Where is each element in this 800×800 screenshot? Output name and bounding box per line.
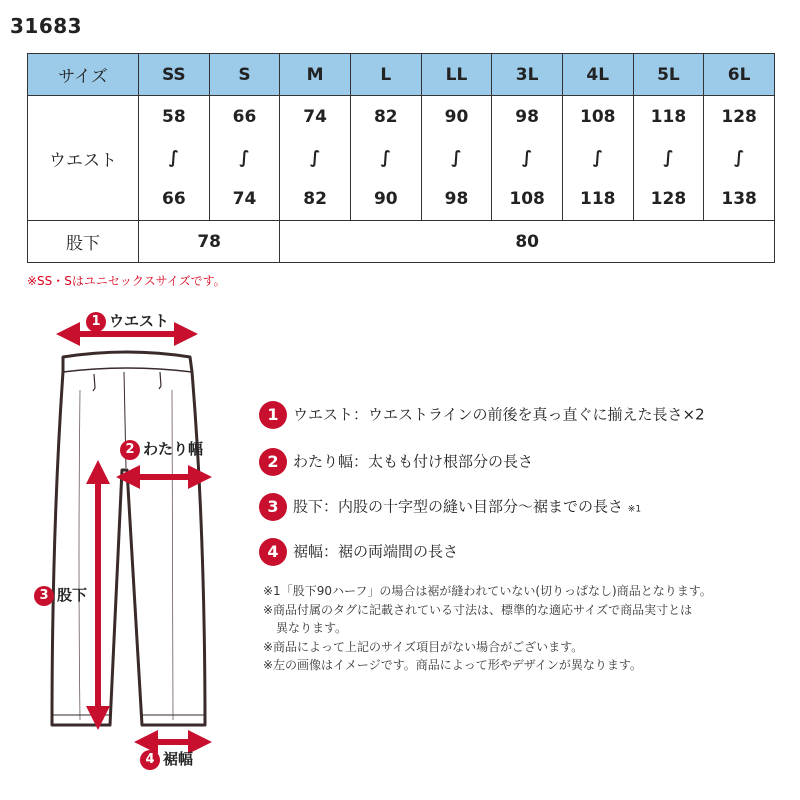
waist-min: 74: [303, 106, 327, 127]
number-badge: 4: [259, 538, 287, 566]
size-header-label: サイズ: [28, 54, 139, 96]
waist-min: 58: [161, 106, 186, 127]
notes-block: [263, 582, 783, 675]
range-mark: ∫: [309, 147, 321, 168]
waist-cell: [139, 96, 210, 221]
diagram-label-text: 裾幅: [163, 750, 194, 768]
diagram-label-text: 股下: [57, 586, 88, 604]
diagram-label-inseam: [34, 584, 87, 606]
size-table: [27, 53, 775, 263]
definition-item: [259, 401, 705, 429]
waist-label: ウエスト: [28, 96, 139, 221]
waist-cell: [704, 96, 775, 221]
waist-cell: [421, 96, 492, 221]
definition-text: 裾幅：裾の両端間の長さ: [293, 542, 459, 561]
waist-min: 98: [515, 106, 539, 127]
waist-max: 98: [444, 188, 469, 209]
diagram-label-text: ウエスト: [109, 312, 170, 330]
waist-cell: [633, 96, 704, 221]
size-col: 3L: [492, 54, 563, 96]
range-mark: ∫: [592, 147, 603, 168]
waist-max: 128: [650, 188, 687, 209]
waist-cell: [562, 96, 633, 221]
waist-cell: [209, 96, 280, 221]
range-mark: ∫: [733, 147, 745, 168]
inseam-row: [28, 221, 775, 263]
waist-cell: [492, 96, 563, 221]
inseam-value-b: 80: [280, 221, 775, 263]
diagram-label-waist: [86, 310, 169, 332]
waist-cell: [350, 96, 421, 221]
definition-text: 股下：内股の十字型の縫い目部分〜裾までの長さ: [293, 497, 624, 516]
size-col: L: [350, 54, 421, 96]
pants-diagram: [0, 300, 240, 780]
product-code: 31683: [10, 14, 83, 38]
number-badge: 1: [86, 312, 106, 332]
size-col: M: [280, 54, 351, 96]
waist-min: 66: [232, 106, 257, 127]
number-badge: 2: [120, 440, 140, 460]
definition-item: [259, 538, 458, 566]
diagram-label-text: わたり幅: [143, 440, 204, 458]
note-line: ※商品付属のタグに記載されている寸法は、標準的な適応サイズで商品実寸とは: [263, 602, 693, 617]
waist-max: 74: [232, 188, 257, 209]
size-col: LL: [421, 54, 492, 96]
size-col: 5L: [633, 54, 704, 96]
range-mark: ∫: [380, 147, 391, 168]
waist-min: 118: [650, 106, 687, 127]
unisex-note: ※SS・Sはユニセックスサイズです。: [27, 274, 226, 288]
waist-max: 138: [721, 188, 757, 209]
waist-max: 90: [373, 188, 398, 209]
note-line: 異なります。: [276, 621, 348, 635]
size-col: SS: [139, 54, 210, 96]
waist-max: 66: [161, 188, 186, 209]
waist-max: 108: [509, 188, 545, 209]
size-col: 4L: [562, 54, 633, 96]
range-mark: ∫: [451, 147, 462, 168]
number-badge: 3: [34, 586, 54, 606]
note-line: ※1「股下90ハーフ」の場合は裾が縫われていない(切りっぱなし)商品となります。: [263, 584, 712, 598]
diagram-label-thigh: [120, 438, 203, 460]
definition-item: [259, 493, 641, 521]
waist-min: 82: [373, 106, 398, 127]
waist-max: 118: [580, 188, 616, 209]
size-col: S: [209, 54, 280, 96]
waist-min: 128: [721, 106, 757, 127]
size-col: 6L: [704, 54, 775, 96]
waist-min: 108: [580, 106, 616, 127]
inseam-label: 股下: [28, 221, 139, 263]
waist-min: 90: [444, 106, 469, 127]
pants-outline: [52, 352, 205, 725]
note-line: ※商品によって上記のサイズ項目がない場合がございます。: [263, 639, 584, 654]
size-header-row: [28, 54, 775, 96]
note-line: ※左の画像はイメージです。商品によって形やデザインが異なります。: [263, 658, 642, 672]
number-badge: 1: [259, 401, 287, 429]
waist-cell: [280, 96, 351, 221]
inseam-value-a: 78: [139, 221, 280, 263]
number-badge: 3: [259, 493, 287, 521]
definition-item: [259, 448, 533, 476]
diagram-label-hem: [140, 748, 193, 770]
definition-text: わたり幅：太もも付け根部分の長さ: [293, 452, 534, 471]
range-mark: ∫: [521, 147, 533, 168]
definition-text: ウエスト：ウエストラインの前後を真っ直ぐに揃えた長さ×2: [293, 405, 705, 424]
number-badge: 2: [259, 448, 287, 476]
range-mark: ∫: [168, 147, 180, 168]
range-mark: ∫: [239, 147, 250, 168]
definition-footnote-ref: ※1: [627, 504, 642, 515]
number-badge: 4: [140, 750, 160, 770]
waist-max: 82: [303, 188, 327, 209]
waist-row: [28, 96, 775, 221]
range-mark: ∫: [663, 147, 674, 168]
